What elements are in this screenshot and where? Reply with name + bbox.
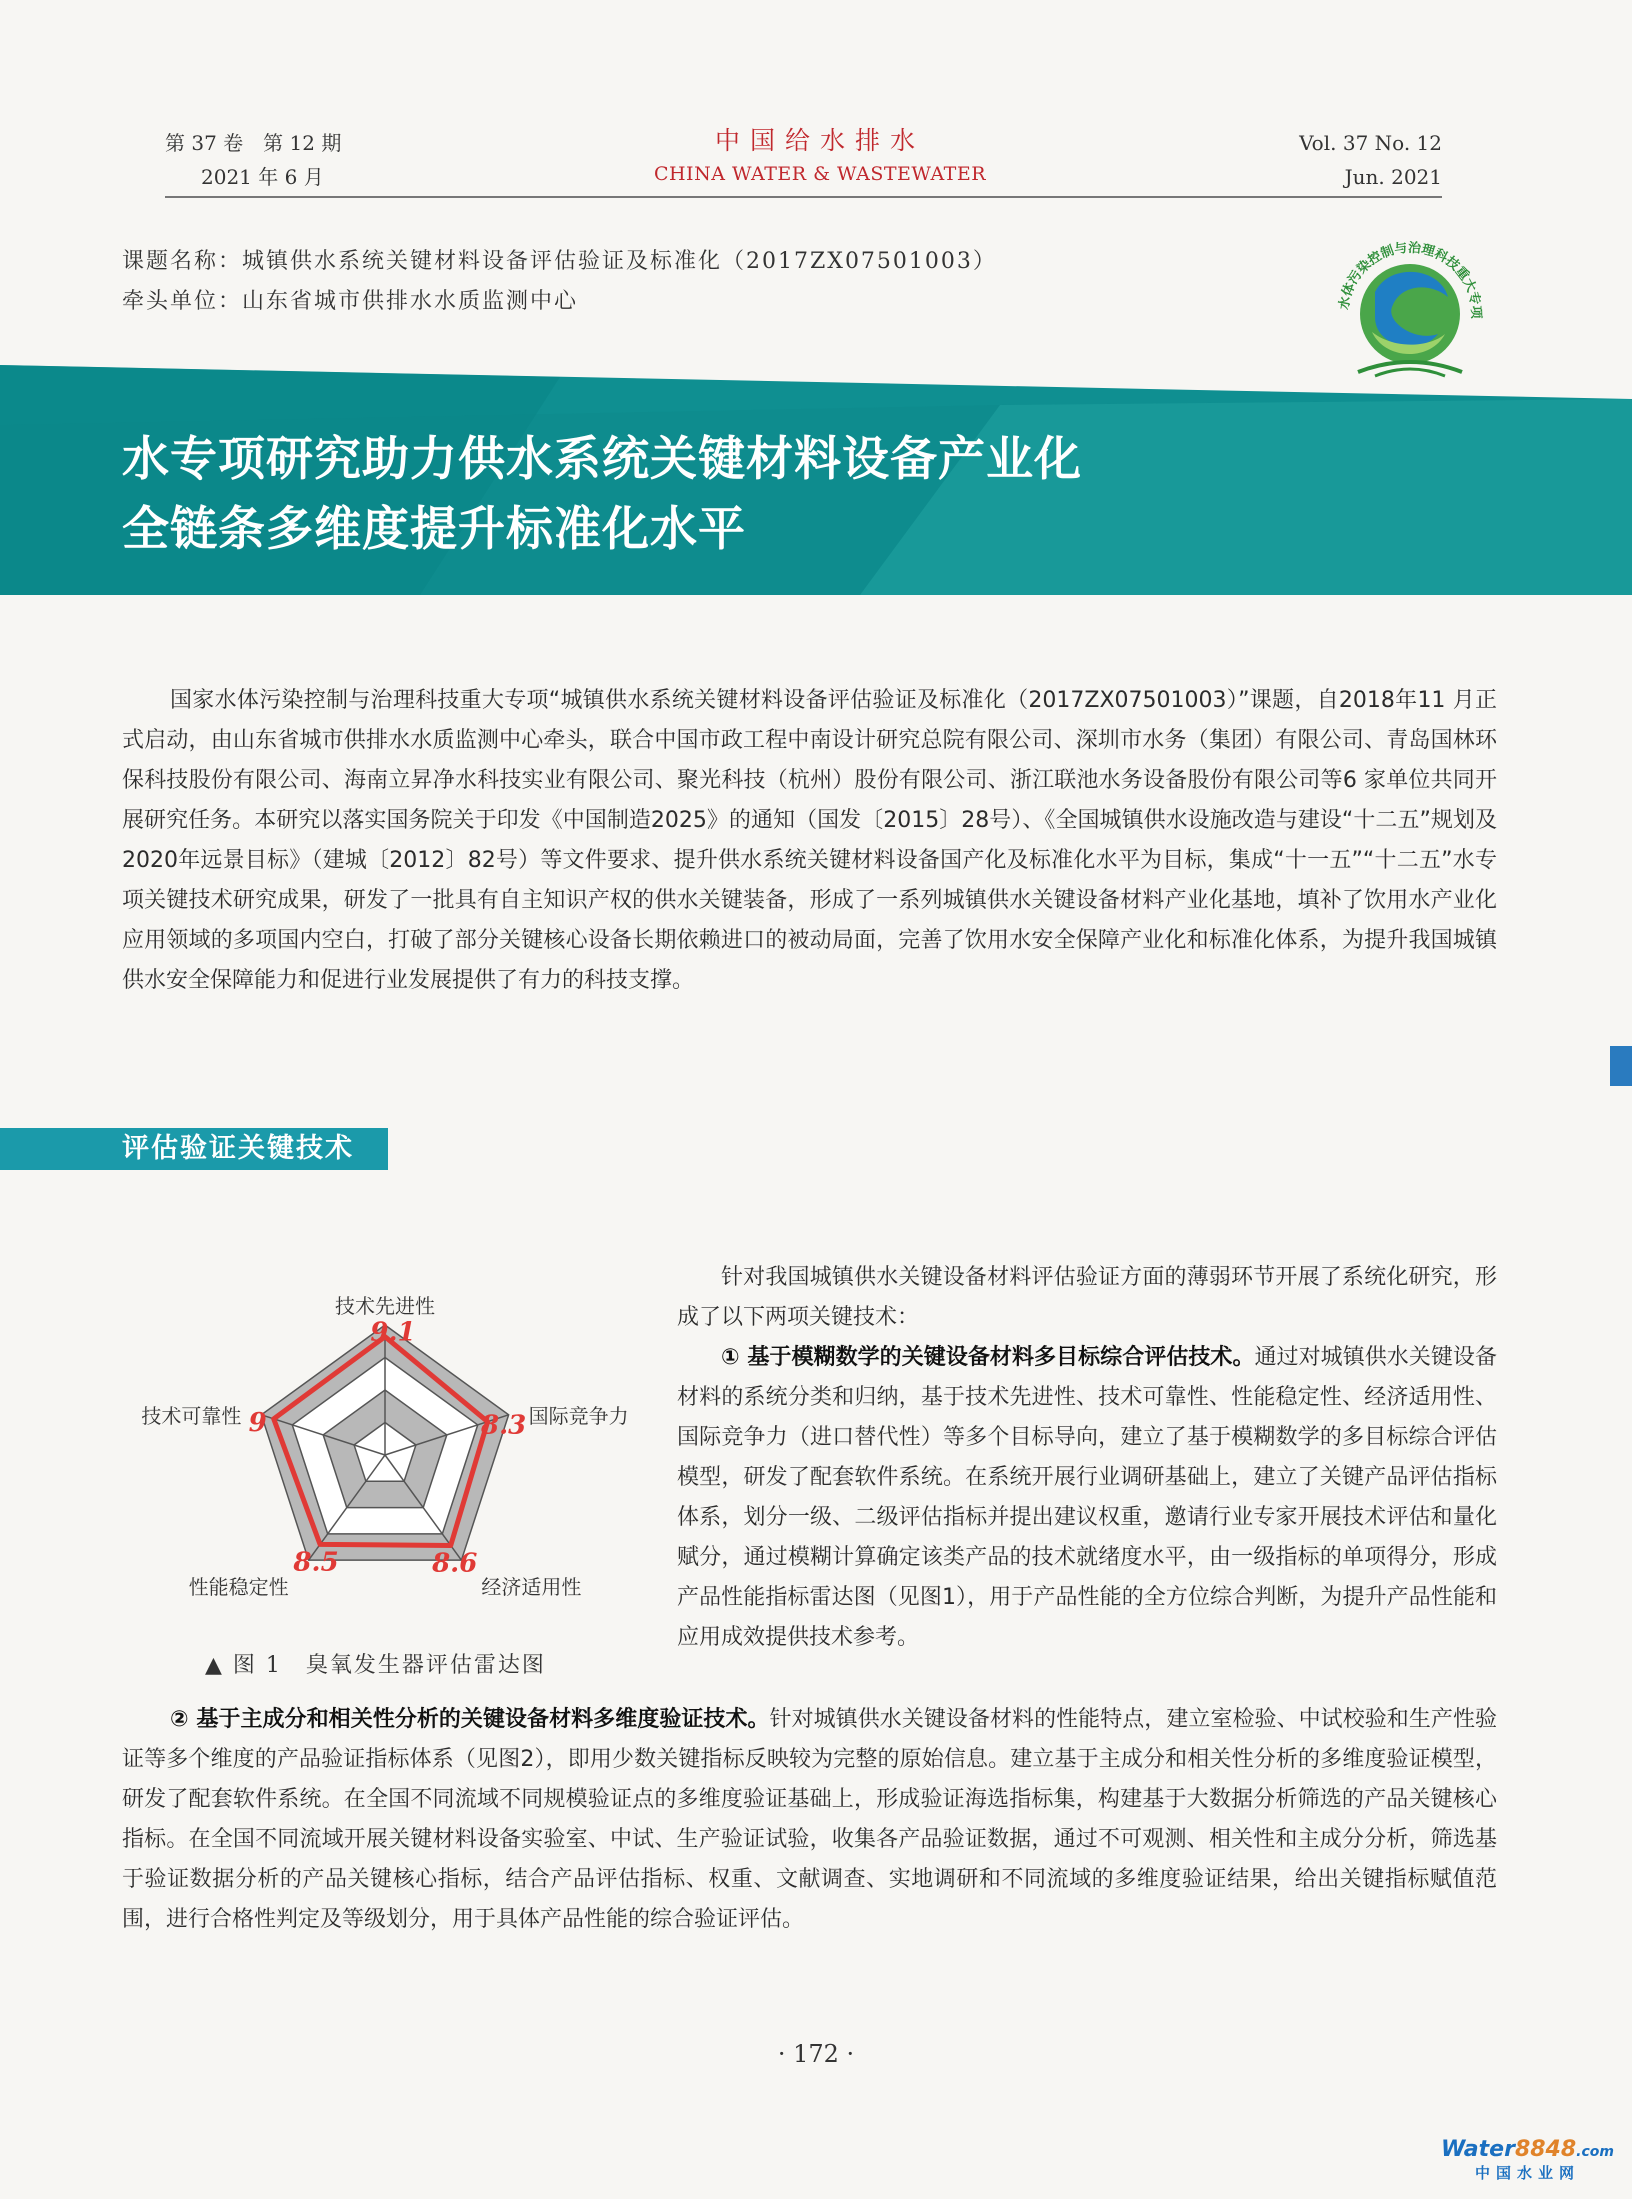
header-divider: [165, 196, 1442, 198]
radar-category-label: 国际竞争力: [528, 1403, 629, 1428]
project-title: 课题名称：城镇供水系统关键材料设备评估验证及标准化（2017ZX07501003）: [122, 249, 997, 274]
project-lead-unit: 牵头单位：山东省城市供排水水质监测中心: [122, 289, 579, 314]
watermark-brand-a: Water: [1441, 2137, 1515, 2162]
volume-issue-cn: 第 37 卷 第 12 期: [165, 131, 342, 155]
article-title: [122, 425, 1082, 565]
volume-issue-en: Vol. 37 No. 12: [1299, 131, 1442, 155]
issue-info-en: [1299, 126, 1442, 194]
radar-value-label: 8.6: [432, 1548, 478, 1579]
issue-info-cn: [165, 126, 341, 194]
radar-value-label: 9: [248, 1407, 267, 1438]
radar-category-label: 技术可靠性: [141, 1403, 242, 1428]
radar-value-label: 8.5: [293, 1547, 339, 1578]
bottom-paragraph: [122, 1700, 1497, 1940]
radar-value-label: 8.3: [481, 1410, 527, 1441]
logo-ring-text: 水体污染控制与治理科技重大专项: [1336, 240, 1484, 319]
journal-name-cn: 中国给水排水: [714, 126, 925, 155]
technique-2-heading: ② 基于主成分和相关性分析的关键设备材料多维度验证技术。: [170, 1707, 770, 1732]
article-title-line1: 水专项研究助力供水系统关键材料设备产业化: [122, 432, 1082, 487]
radar-category-label: 技术先进性: [335, 1294, 435, 1318]
right-paragraph-1: 针对我国城镇供水关键设备材料评估验证方面的薄弱环节开展了系统化研究，形成了以下两项关键技术：: [677, 1265, 1497, 1330]
radar-category-label: 经济适用性: [481, 1575, 582, 1600]
radar-category-label: 性能稳定性: [188, 1575, 289, 1600]
technique-1-heading: ① 基于模糊数学的关键设备材料多目标综合评估技术。: [721, 1345, 1255, 1370]
watermark-brand-c: .com: [1576, 2144, 1614, 2160]
watermark-brand-b: 8848: [1514, 2137, 1577, 2162]
radar-value-label: 9.1: [370, 1317, 416, 1348]
technique-2-body: 针对城镇供水关键设备材料的性能特点，建立室检验、中试校验和生产性验证等多个维度的产品验证指标体系（见图2），即用少数关键指标反映较为完整的原始信息。建立基于主成分和相关性分析的多维度验证模型，研发了配套软件系统。在全国不同流域不同规模验证点的多维度验证基础上，形成验证海选指标集，构建基于大数据分析筛选的产品关键核心指标。在全国不同流域开展关键材料设备实验室、中试、生产验证试验，收集各产品验证数据，通过不可观测、相关性和主成分分析，筛选基于验证数据分析的产品关键核心指标，结合产品评估指标、权重、文献调查、实地调研和不同流域的多维度验证结果，给出关键指标赋值范围，进行合格性判定及等级划分，用于具体产品性能的综合验证评估。: [122, 1707, 1497, 1932]
watermark-site-cn: 中国水业网: [1475, 2164, 1581, 2182]
article-title-line2: 全链条多维度提升标准化水平: [122, 502, 746, 557]
watermark-logo: [1441, 2137, 1614, 2183]
date-cn: 2021 年 6 月: [201, 165, 324, 189]
project-info: [122, 242, 997, 322]
radar-chart: [120, 1255, 660, 1640]
right-column-text: [677, 1258, 1497, 1658]
date-en: Jun. 2021: [1344, 165, 1442, 189]
section-title: 评估验证关键技术: [122, 1133, 354, 1164]
figure-caption: ▲ 图 1 臭氧发生器评估雷达图: [205, 1653, 546, 1678]
journal-name: [540, 122, 1100, 188]
side-tab-marker: [1610, 1046, 1632, 1086]
intro-paragraph: 国家水体污染控制与治理科技重大专项“城镇供水系统关键材料设备评估验证及标准化（2017ZX07501003）”课题，自2018年11 月正式启动，由山东省城市供排水水质监测中心牵头，联合中国市政工程中南设计研究总院有限公司、深圳市水务（集团）有限公司、青岛国林环保科技股份有限公司、海南立昇净水科技实业有限公司、聚光科技（杭州）股份有限公司、浙江联池水务设备股份有限公司等6 家单位共同开展研究任务。本研究以落实国务院关于印发《中国制造2025》的通知（国发〔2015〕28号）、《全国城镇供水设施改造与建设“十二五”规划及2020年远景目标》（建城〔2012〕82号）等文件要求、提升供水系统关键材料设备国产化及标准化水平为目标，集成“十一五”“十二五”水专项关键技术研究成果，研发了一批具有自主知识产权的供水关键装备，形成了一系列城镇供水关键设备材料产业化基地，填补了饮用水产业化应用领域的多项国内空白，打破了部分关键核心设备长期依赖进口的被动局面，完善了饮用水安全保障产业化和标准化体系，为提升我国城镇供水安全保障能力和促进行业发展提供了有力的科技支撑。: [122, 688, 1497, 993]
page-number: · 172 ·: [777, 2040, 855, 2068]
technique-1-body: 通过对城镇供水关键设备材料的系统分类和归纳，基于技术先进性、技术可靠性、性能稳定性、经济适用性、国际竞争力（进口替代性）等多个目标导向，建立了基于模糊数学的多目标综合评估模型，研发了配套软件系统。在系统开展行业调研基础上，建立了关键产品评估指标体系，划分一级、二级评估指标并提出建议权重，邀请行业专家开展技术评估和量化赋分，通过模糊计算确定该类产品的技术就绪度水平，由一级指标的单项得分，形成产品性能指标雷达图（见图1），用于产品性能的全方位综合判断，为提升产品性能和应用成效提供技术参考。: [677, 1345, 1497, 1650]
right-paragraph-2: [677, 1338, 1497, 1658]
journal-name-en: CHINA WATER & WASTEWATER: [653, 163, 987, 185]
